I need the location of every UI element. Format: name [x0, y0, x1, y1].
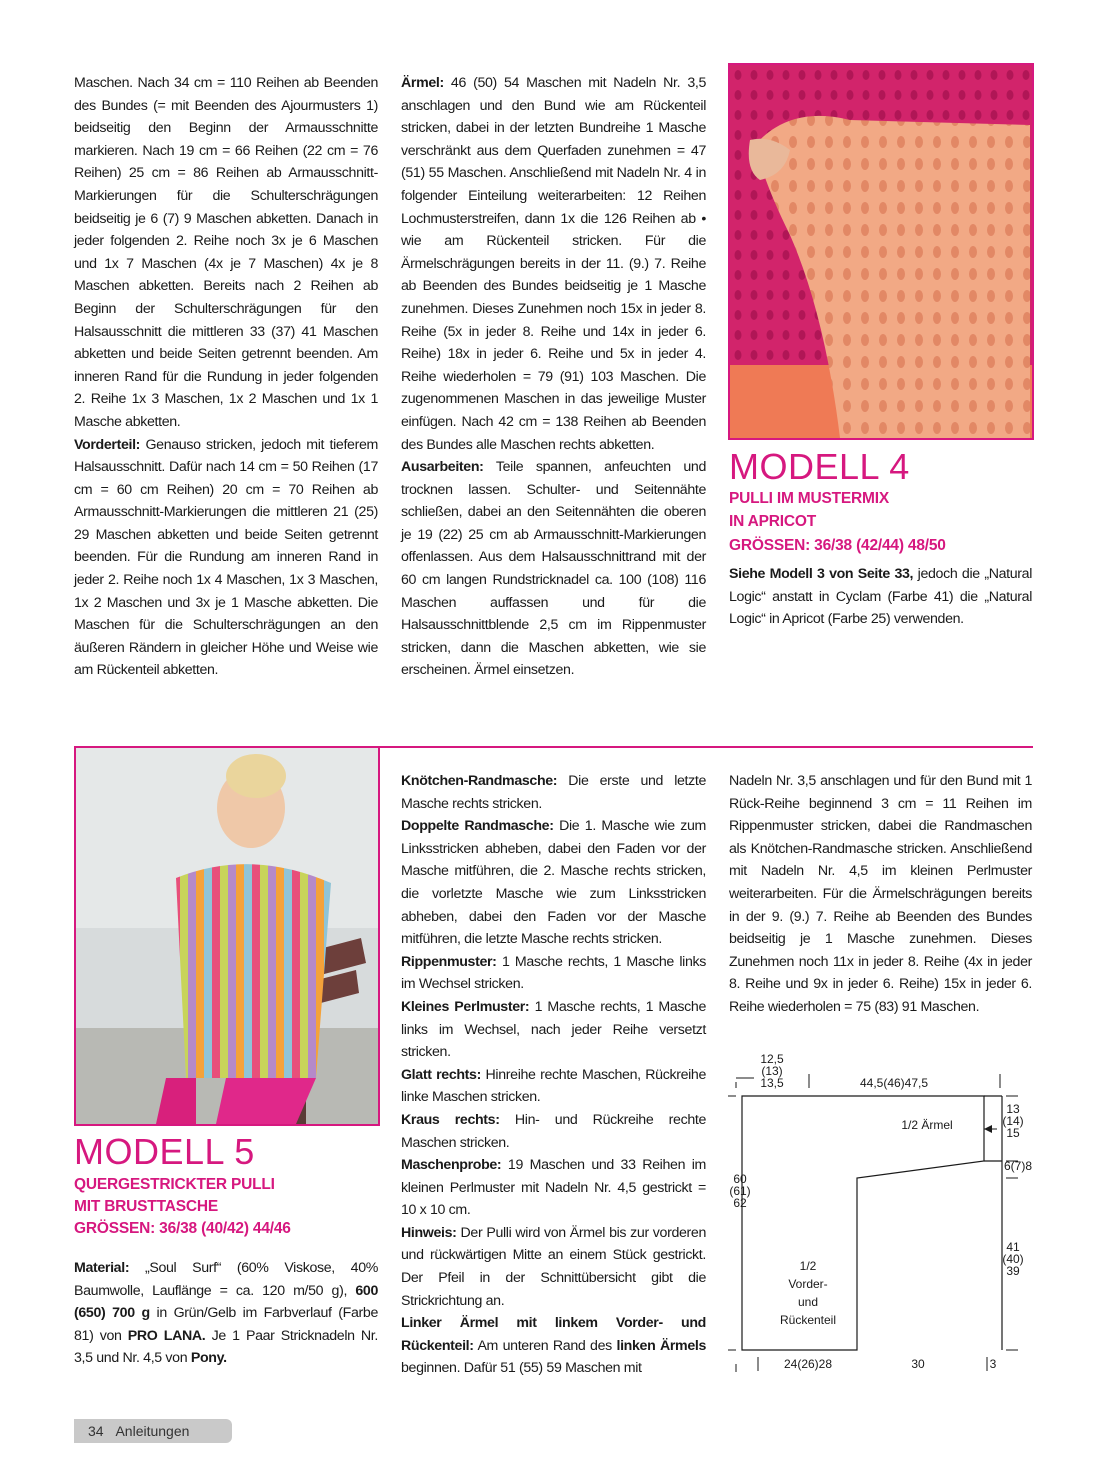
text-linker-aermel-1: Am unteren Rand des — [473, 1337, 617, 1354]
label-ausarbeiten: Ausarbeiten: — [401, 459, 484, 476]
modell-4-reference: Siehe Modell 3 von Seite 33, — [729, 566, 914, 582]
modell-4-sizes: GRÖSSEN: 36/38 (42/44) 48/50 — [729, 537, 946, 554]
label-body-1: 1/2 — [799, 1259, 817, 1273]
text-glatt: Hinreihe rechte Maschen, Rückreihe linke Maschen stricken. — [401, 1066, 706, 1106]
page-footer — [74, 1419, 232, 1443]
text-kraus: Hin- und Rückreihe rechte Maschen stricken. — [401, 1111, 707, 1151]
label-glatt: Glatt rechts: — [401, 1066, 481, 1083]
label-perlmuster: Kleines Perlmuster: — [401, 998, 530, 1015]
paragraph-rippen — [401, 951, 706, 996]
text-maschenprobe: 19 Maschen und 33 Reihen im kleinen Perlmuster mit Nadeln Nr. 4,5 gestrickt = 10 x 10 cm. — [401, 1157, 706, 1219]
brand-pony: Pony. — [190, 1350, 227, 1367]
modell-5-title: MODELL 5 — [74, 1131, 255, 1172]
label-half-sleeve: 1/2 Ärmel — [901, 1118, 953, 1132]
paragraph-kraus — [401, 1109, 706, 1154]
photo-modell-5-image — [76, 748, 378, 1124]
paragraph-vorderteil — [74, 434, 378, 683]
brand-pro-lana: PRO LANA. — [127, 1327, 206, 1344]
dim-bottom-1: 24(26)28 — [783, 1357, 833, 1371]
paragraph-anschlag: Nadeln Nr. 3,5 anschlagen und für den Bund mit 1 Rück-Reihe beginnend 3 cm = 11 Reihen im Rippenmuster stricken, dabei die Randmaschen als Knötchen-Randmasche stricken. Anschließend mit Nadeln Nr. 4,5 im kleinen Perlmuster weiterarbeiten. Für die Ärmelschrägungen bereits in der 9. (9.) 7. Reihe ab Beenden des Bundes beidseitig je 1 Masche zunehmen. Dieses Zunehmen noch 11x in jeder 8. Reihe (4x in jeder 8. Reihe und 9x in jeder 6. Reihe) 15x in jeder 6. Reihe wiederholen = 75 (83) 91 Maschen. — [729, 773, 1032, 1015]
label-body-4: Rückenteil — [779, 1313, 837, 1327]
modell-4-text — [729, 563, 1032, 631]
modell-5-material — [74, 1257, 378, 1370]
label-maschenprobe: Maschenprobe: — [401, 1157, 502, 1174]
label-kraus: Kraus rechts: — [401, 1111, 500, 1128]
dim-bottom-3: 3 — [989, 1357, 997, 1371]
text-column-5 — [401, 770, 706, 1380]
paragraph-perlmuster — [401, 996, 706, 1064]
modell-5-subtitle-1: QUERGESTRICKTER PULLI — [74, 1176, 275, 1193]
section-name: Anleitungen — [115, 1423, 190, 1439]
text-column-1 — [74, 72, 378, 682]
dim-left-1c: 62 — [733, 1196, 747, 1210]
dim-top-right: 44,5(46)47,5 — [859, 1076, 929, 1090]
dim-right-1c: 15 — [1006, 1126, 1020, 1140]
material-text-1: „Soul Surf“ (60% Viskose, 40% Baumwolle, Lauflänge = ca. 120 m/50 g), — [74, 1260, 378, 1299]
section-divider — [376, 746, 1033, 748]
photo-modell-5 — [74, 746, 380, 1126]
diagram-shape — [742, 1096, 984, 1350]
label-vorderteil: Vorderteil: — [74, 436, 141, 453]
dim-right-1a: 13 — [1006, 1102, 1020, 1116]
text-linker-aermel-2: beginnen. Dafür 51 (55) 59 Maschen mit — [401, 1360, 642, 1377]
text-rippen: 1 Masche rechts, 1 Masche links im Wechsel stricken. — [401, 953, 706, 993]
paragraph-hinweis — [401, 1222, 706, 1312]
material-text-3: Je 1 Paar Stricknadeln Nr. 3,5 und Nr. 4,5 von — [74, 1327, 378, 1367]
paragraph-doppelte — [401, 815, 706, 951]
text-column-2 — [401, 72, 706, 682]
modell-4-subtitle-2: IN APRICOT — [729, 513, 816, 530]
text-knoetchen: Die erste und letzte Masche rechts stricken. — [401, 773, 706, 812]
photo-modell-4-image — [730, 65, 1032, 438]
dim-right-3a: 41 — [1006, 1240, 1020, 1254]
dim-left-1a: 60 — [733, 1172, 747, 1186]
text-column-6 — [729, 770, 1032, 1019]
dim-right-1b: (14) — [1002, 1114, 1024, 1128]
photo-modell-4 — [728, 63, 1034, 440]
dim-top-left-1: 12,5 — [760, 1052, 784, 1066]
label-hinweis: Hinweis: — [401, 1224, 457, 1241]
label-body-3: und — [797, 1295, 819, 1309]
label-aermel: Ärmel: — [401, 75, 444, 91]
text-linker-aermel-bold: linken Ärmels — [616, 1337, 706, 1354]
paragraph-knoetchen — [401, 770, 706, 815]
page-number: 34 — [88, 1423, 104, 1439]
text-vorderteil: Genauso stricken, jedoch mit tieferem Halsausschnitt. Dafür nach 14 cm = 50 Reihen (17 cm = 60 cm Reihen) 20 cm = 70 Reihen ab Armausschnitt-Markierungen die mittleren 21 (25) 29 Maschen abketten und beide Seiten getrennt beenden. Für die Rundung am inneren Rand in jeder 2. Reihe noch 1x 4 Maschen, 1x 3 Maschen, 1x 2 Maschen und 3x je 1 Masche abketten. Die Maschen für die Schulterschrägungen an den äußeren Rändern in gleicher Höhe und Weise wie am Rückenteil abketten. — [74, 436, 378, 679]
modell-4-title: MODELL 4 — [729, 446, 910, 487]
dim-left-1b: (61) — [729, 1184, 751, 1198]
material-amount: 600 (650) 700 g — [74, 1282, 378, 1322]
label-rippen: Rippenmuster: — [401, 953, 497, 970]
dim-top-left-3: 13,5 — [760, 1076, 784, 1090]
pattern-diagram — [722, 1048, 1052, 1378]
label-material: Material: — [74, 1260, 130, 1276]
dim-right-2: 6(7)8 — [1003, 1159, 1033, 1173]
text-aermel: 46 (50) 54 Maschen mit Nadeln Nr. 3,5 anschlagen und den Bund wie am Rückenteil stricken, dabei in der letzten Bundreihe 1 Masche verschränkt aus dem Querfaden zunehmen = 47 (51) 55 Maschen. Anschließend mit Nadeln Nr. 4 in folgender Einteilung weiterarbeiten: 12 Reihen Lochmusterstreifen, dann 1x die 126 Reihen ab • wie am Rückenteil stricken. Für die Ärmelschrägungen bereits in der 11. (9.) 7. Reihe ab Beenden des Bundes beidseitig je 1 Masche zunehmen. Dieses Zunehmen noch 15x in jeder 8. Reihe (5x in jeder 8. Reihe und 14x in jeder 6. Reihe) 18x in jeder 6. Reihe und 5x in jeder 4. Reihe wiederholen = 79 (91) 103 Maschen. Die zugenommenen Maschen in das jeweilige Muster einfügen. Nach 42 cm = 138 Reihen ab Beenden des Bundes alle Maschen rechts abketten. — [401, 75, 706, 453]
paragraph-glatt — [401, 1064, 706, 1109]
dim-top-left-2: (13) — [761, 1064, 783, 1078]
label-linker-aermel: Linker Ärmel mit linkem Vorder- und Rückenteil: — [401, 1315, 706, 1354]
material-text-2: in Grün/Gelb im Farbverlauf (Farbe 81) von — [74, 1305, 378, 1344]
dim-bottom-2: 30 — [911, 1357, 925, 1371]
dim-right-3c: 39 — [1006, 1264, 1020, 1278]
diagram-outline — [742, 1096, 1002, 1350]
text-perlmuster: 1 Masche rechts, 1 Masche links im Wechsel, nach jeder Reihe versetzt stricken. — [401, 998, 707, 1061]
paragraph-maschenprobe — [401, 1154, 706, 1222]
paragraph-ausarbeiten — [401, 456, 706, 682]
text-doppelte: Die 1. Masche wie zum Linksstricken abheben, dabei den Faden vor der Masche mitführen, die 2. Masche rechts stricken, die vorletzte Masche wie zum Linksstricken abheben, dabei den Faden vor der Masche mitführen, die letzte Masche rechts stricken. — [401, 818, 706, 948]
modell-5-sizes: GRÖSSEN: 36/38 (40/42) 44/46 — [74, 1220, 291, 1237]
text-ausarbeiten: Teile spannen, anfeuchten und trocknen lassen. Schulter- und Seitennähte schließen, dabei an den Seitennähten die oberen je 19 (22) 25 cm ab Armausschnitt-Markierungen offenlassen. Aus dem Halsausschnittrand mit der 60 cm langen Rundstricknadel ca. 100 (108) 116 Maschen auffassen und für die Halsausschnittblende 2,5 cm im Rippenmuster stricken, dann die Maschen abketten, wie sie erscheinen. Ärmel einsetzen. — [401, 459, 706, 679]
dim-right-3b: (40) — [1002, 1252, 1024, 1266]
paragraph-aermel — [401, 72, 706, 456]
label-doppelte: Doppelte Randmasche: — [401, 818, 554, 835]
modell-4-description: jedoch die „Natural Logic“ anstatt in Cyclam (Farbe 41) die „Natural Logic“ in Apricot (Farbe 25) verwenden. — [729, 566, 1032, 628]
paragraph-rueckenteil-cont: Maschen. Nach 34 cm = 110 Reihen ab Beenden des Bundes (= mit Beenden des Ajourmusters 1) beidseitig den Beginn der Armausschnitte markieren. Nach 19 cm = 66 Reihen (22 cm = 76 Reihen) 25 cm = 86 Reihen ab Armausschnitt-Markierungen für die Schulterschrägungen beidseitig je 6 (7) 9 Maschen abketten. Danach in jeder folgenden 2. Reihe noch 3x je 6 Maschen und 1x 7 Maschen (4x je 7 Maschen) 4x je 8 Maschen abketten. Bereits nach 2 Reihen ab Beginn der Schulterschrägungen für den Halsausschnitt die mittleren 33 (37) 41 Maschen abketten und beide Seiten getrennt beenden. Am inneren Rand für die Rundung in jeder folgenden 2. Reihe 1x 3 Maschen, 1x 2 Maschen und 1x 1 Masche abketten. — [74, 75, 378, 430]
modell-5-subtitle-2: MIT BRUSTTASCHE — [74, 1198, 218, 1215]
paragraph-linker-aermel — [401, 1312, 706, 1380]
label-body-2: Vorder- — [788, 1277, 828, 1291]
text-hinweis: Der Pulli wird von Ärmel bis zur vorderen und rückwärtigen Mitte an einem Stück gestrickt. Der Pfeil in der Schnittübersicht gibt die Strickrichtung an. — [401, 1224, 706, 1309]
label-knoetchen: Knötchen-Randmasche: — [401, 773, 558, 789]
modell-4-subtitle-1: PULLI IM MUSTERMIX — [729, 490, 890, 507]
